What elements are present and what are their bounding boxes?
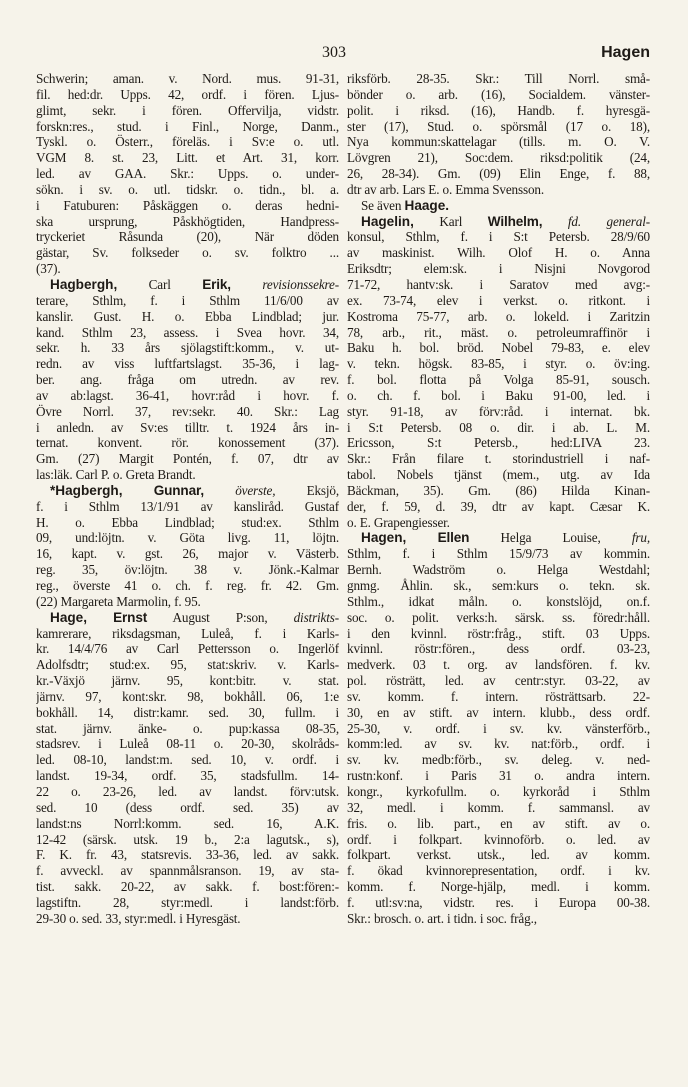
text-line: H. o. Ebba Lindblad; stud:ex. Sthlm bbox=[36, 514, 339, 530]
text-line: bönder o. arb. (16), Socialdem. vänster- bbox=[347, 86, 650, 102]
text-line: reg., överste 41 o. ch. f. reg. fr. 42. Gm. bbox=[36, 578, 339, 593]
text-line: sekr. h. 33 års sjölagstift:komm., v. ut- bbox=[36, 340, 339, 356]
text-line: 29-30 o. sed. 33, styr:medl. i Hyresgäst. bbox=[36, 910, 241, 926]
left-column bbox=[36, 71, 339, 927]
text-line: pol. rösträtt, led. av centr:styr. 03-22, av bbox=[347, 673, 650, 689]
text-line: järnv. 97, kont:skr. 98, bokhåll. 06, 1:e bbox=[36, 688, 339, 704]
entry-given-name: Carl bbox=[148, 276, 171, 292]
text-line: i S:t Petersb. 08 o. dir. i ab. L. M. bbox=[347, 419, 650, 435]
text-line: Eriksdtr; elem:sk. i Nisjni Novgorod bbox=[347, 261, 650, 277]
text-line: medverk. 03 t. org. av landsfören. f. kv. bbox=[347, 657, 650, 673]
text-line: gästar, Sv. folkseder o. sv. folktro ... bbox=[36, 245, 339, 261]
text-line: sed. 10 (dess ordf. sed. 35) av bbox=[36, 799, 339, 815]
text-line: (22) Margareta Marmolin, f. 95. bbox=[36, 593, 201, 609]
text-line: led. av GAA. Skr.: Upps. o. under- bbox=[36, 166, 339, 182]
text-line: stat. järnv. änke- o. pup:kassa 08-35, bbox=[36, 720, 339, 736]
text-line: (37). bbox=[36, 261, 61, 277]
text-line: kand. Sthlm 23, assess. i Svea hovr. 34, bbox=[36, 324, 339, 340]
text-line: Övre Norrl. 37, rev:sekr. 40. Skr.: Lag bbox=[36, 403, 339, 419]
text-line: kanslir. Gust. H. o. Ebba Lindblad; jur. bbox=[36, 308, 339, 324]
entry-continuation bbox=[36, 71, 339, 277]
entry-title: överste, bbox=[235, 482, 276, 498]
entry-surname: Hagelin, bbox=[361, 213, 414, 229]
text-line: Skr.: brosch. o. art. i tidn. i soc. fråg., bbox=[347, 910, 537, 926]
text-line: forskn:res., stud. i Finl., Norge, Danm., bbox=[36, 118, 339, 134]
text-line: bokhåll. 14, distr:kamr. sed. 30, fullm. i bbox=[36, 704, 339, 720]
text-line: Skr.: Från filare t. storindustriell i naf- bbox=[347, 451, 650, 467]
entry-hagbergh-carl-erik bbox=[36, 277, 339, 483]
text-line: folkpart. verkst. utsk., led. av komm. bbox=[347, 847, 650, 863]
text-line: ska ursprung, Påskhögtiden, Handpress- bbox=[36, 213, 339, 229]
text-line: polit. i riksd. (16), Handb. f. hyresgä- bbox=[347, 102, 650, 118]
text-line: 25-30, v. ordf. i sv. kv. vänsterförb., bbox=[347, 720, 650, 736]
text-line: lagstiftn. 28, styr:medl. i landst:förb. bbox=[36, 894, 339, 910]
page-header bbox=[0, 44, 688, 66]
text-line: VGM 8. st. 23, Litt. et Art. 31, korr. bbox=[36, 150, 339, 166]
text-line: 30, en av stift. av intern. klubb., dess ordf. bbox=[347, 704, 650, 720]
text-line: Ericsson, S:t Petersb., hed:LIVA 23. bbox=[347, 435, 650, 451]
text-line: f. bol. flotta på Volga 85-91, sousch. bbox=[347, 372, 650, 388]
text-line: f. i Sthlm 13/1/91 av kansliråd. Gustaf bbox=[36, 498, 339, 514]
entry-heading bbox=[36, 277, 339, 293]
entry-given-name: Helga Louise, bbox=[500, 530, 601, 546]
text-line: ternat. konvent. rör. konossement (37). bbox=[36, 435, 339, 451]
text-line: soc. o. polit. verks:h. särsk. ss. föredr:håll. bbox=[347, 609, 650, 625]
entry-title: distrikts- bbox=[293, 609, 339, 625]
text-line: las:läk. Carl P. o. Greta Brandt. bbox=[36, 467, 196, 483]
text-line: tabol. Nobels tjänst (mem., utg. av Ida bbox=[347, 467, 650, 483]
text-line: kamrerare, riksdagsman, Luleå, f. i Karls- bbox=[36, 625, 339, 641]
text-line: gnmg. Åhlin. sk., sem:kurs o. tekn. sk. bbox=[347, 578, 650, 593]
text-line: Bernh. Wadström o. Helga Westdahl; bbox=[347, 562, 650, 578]
text-line: Sthlm, f. i Sthlm 15/9/73 av kommin. bbox=[347, 546, 650, 562]
text-line: der, f. 59, d. 39, dtr av kapt. Cæsar K. bbox=[347, 498, 650, 514]
text-line: f. utl:sv:na, vidstr. res. i Europa 00-38. bbox=[347, 894, 650, 910]
entry-surname: Hagbergh, bbox=[50, 276, 118, 292]
text-line: 71-72, hantv:sk. i Saratov med avg:- bbox=[347, 276, 650, 292]
text-line: Kostroma 75-77, arb. o. lokeld. i Zaritzin bbox=[347, 308, 650, 324]
text-line: o. E. Grapengiesser. bbox=[347, 514, 450, 530]
entry-title: fru, bbox=[631, 530, 650, 546]
text-line: 78, arb., rit., mäst. o. petroleumraffinör i bbox=[347, 324, 650, 340]
entry-given-name-bold: Gunnar, bbox=[153, 482, 205, 498]
text-line: kr.-Växjö järnv. 95, kont:bitr. v. stat. bbox=[36, 673, 339, 689]
entry-body bbox=[36, 499, 339, 610]
text-line: ber. ang. fråga om utredn. av rev. bbox=[36, 372, 339, 388]
entry-given-name-bold: Ernst bbox=[113, 609, 148, 625]
see-also-reference bbox=[347, 198, 650, 214]
text-line: komm:led. av sv. kv. nat:förb., ordf. i bbox=[347, 736, 650, 752]
entry-given-name-bold: Ellen bbox=[437, 530, 470, 546]
text-line: Nya kommun:skattelagar (tills. m. O. V. bbox=[347, 134, 650, 150]
entry-body bbox=[347, 546, 650, 926]
right-column bbox=[347, 71, 650, 927]
text-line: ster (17), Stud. o. spörsmål (17 o. 18), bbox=[347, 118, 650, 134]
entry-given-name: August P:son, bbox=[172, 609, 268, 625]
see-also-prefix: Se även bbox=[361, 197, 402, 213]
text-line: led. 08-10, landst:m. sed. 10, v. ordf. i bbox=[36, 752, 339, 768]
entry-title: revisionssekre- bbox=[262, 276, 339, 292]
text-line: fris. o. lib. part., en av stift. av o. bbox=[347, 815, 650, 831]
text-line: komm. f. Norge-hjälp, medl. i komm. bbox=[347, 879, 650, 895]
text-line: 26, 28-34). Gm. (09) Elin Enge, f. 88, bbox=[347, 166, 650, 182]
text-line: i den kvinnl. röstr:fråg., stift. 03 Upps. bbox=[347, 625, 650, 641]
text-line: av maskinist. Wilh. Olof H. o. Anna bbox=[347, 245, 650, 261]
text-line: 12-42 (särsk. utsk. 19 b., 2:a lagutsk., s), bbox=[36, 831, 339, 847]
text-line: landst:ns Norrl:komm. sed. 16, A.K. bbox=[36, 815, 339, 831]
text-line: reg. 35, öv:löjtn. 38 v. Jönk.-Kalmar bbox=[36, 562, 339, 578]
text-line: styr. 91-18, av förv:råd. i internat. bk. bbox=[347, 403, 650, 419]
text-line: F. K. fr. 43, statsrevis. 33-36, led. av sakk. bbox=[36, 847, 339, 863]
see-also-target: Haage. bbox=[404, 197, 450, 213]
text-line: 22 o. 23-26, led. av landst. förv:utsk. bbox=[36, 783, 339, 799]
entry-title: fd. general- bbox=[567, 213, 650, 229]
text-line: Adolfsdtr; stud:ex. 95, stat:skriv. v. Karls- bbox=[36, 657, 339, 673]
text-line: rustn:konf. i Paris 31 o. andra intern. bbox=[347, 768, 650, 784]
entry-surname: *Hagbergh, bbox=[50, 482, 123, 498]
page-number: 303 bbox=[322, 44, 346, 61]
text-line: Lövgren 21), Soc:dem. riksd:politik (24, bbox=[347, 150, 650, 166]
text-line: sv. kv. medb:förb., sv. deleg. v. ned- bbox=[347, 752, 650, 768]
text-line: Baku h. bol. bröd. Nobel 79-83, e. elev bbox=[347, 340, 650, 356]
text-line: kongr., kyrkofullm. o. kyrkoråd i Sthlm bbox=[347, 783, 650, 799]
text-line: konsul, Sthlm, f. i S:t Petersb. 28/9/60 bbox=[347, 229, 650, 245]
entry-heading bbox=[36, 483, 339, 499]
text-line: stadsrev. i Luleå 08-11 o. 20-30, skolråds- bbox=[36, 736, 339, 752]
text-line: Tyskl. o. Österr., föreläs. i Sv:e o. utl. bbox=[36, 134, 339, 150]
entry-body bbox=[36, 293, 339, 483]
text-line: o. ch. f. bol. i Baku 91-00, led. i bbox=[347, 387, 650, 403]
text-line: tist. sakk. 20-22, av sakk. f. bost:fören:- bbox=[36, 879, 339, 895]
text-line: Sthlm., idkat måln. o. konstslöjd, on.f. bbox=[347, 593, 650, 609]
entry-continuation bbox=[347, 71, 650, 198]
entry-location: Eksjö, bbox=[306, 482, 339, 498]
text-line: dtr av arb. Lars E. o. Emma Svensson. bbox=[347, 181, 544, 197]
text-line: riksförb. 28-35. Skr.: Till Norrl. små- bbox=[347, 71, 650, 86]
text-line: landst. 19-34, ordf. 35, stadsfullm. 14- bbox=[36, 768, 339, 784]
entry-given-name-bold: Wilhelm, bbox=[487, 213, 543, 229]
entry-given-name: Karl bbox=[439, 213, 463, 229]
text-line: ordf. i folkpart. kvinnoförb. o. led. av bbox=[347, 831, 650, 847]
text-line: 16, kapt. v. gst. 26, major v. Västerb. bbox=[36, 546, 339, 562]
entry-body bbox=[347, 229, 650, 530]
entry-surname: Hagen, bbox=[361, 530, 407, 546]
entry-heading bbox=[347, 214, 650, 230]
text-line: redn. av viss luftfartslagst. 35-36, i lag- bbox=[36, 356, 339, 372]
text-line: sökn. i sv. o. utl. tidskr. o. tidn., bl. a. bbox=[36, 181, 339, 197]
entry-given-name-bold: Erik, bbox=[202, 276, 231, 292]
text-line: f. ökad kvinnorepresentation, ordf. i kv. bbox=[347, 863, 650, 879]
text-line: Schwerin; aman. v. Nord. mus. 91-31, bbox=[36, 71, 339, 86]
text-line: tryckeriet Råsunda (20), När döden bbox=[36, 229, 339, 245]
entry-heading bbox=[36, 610, 339, 626]
entry-hagelin-karl-wilhelm bbox=[347, 214, 650, 531]
text-line: glimt, sekr. i fören. Offervilja, vidstr. bbox=[36, 102, 339, 118]
text-line: i anledn. av Sv:es tilltr. t. 1924 års in- bbox=[36, 419, 339, 435]
text-line: f. avveckl. av spannmålsranson. 19, av sta- bbox=[36, 863, 339, 879]
entry-hagen-ellen bbox=[347, 530, 650, 926]
text-line: av ab:lagst. 36-41, hovr:råd i hovr. f. bbox=[36, 387, 339, 403]
entry-hage-ernst bbox=[36, 610, 339, 927]
text-line: sv. komm. f. intern. rösträttsarb. 22- bbox=[347, 688, 650, 704]
text-line: ex. 73-74, elev i verkst. o. ritkont. i bbox=[347, 292, 650, 308]
text-line: kr. 14/4/76 av Carl Pettersson o. Ingerlöf bbox=[36, 641, 339, 657]
text-line: fil. hed:dr. Upps. 42, ordf. i fören. Ljus- bbox=[36, 86, 339, 102]
text-line: Bäckman, 35). Gm. (86) Hilda Kinan- bbox=[347, 482, 650, 498]
running-head: Hagen bbox=[601, 44, 650, 61]
text-line: i Fatuburen: Påskäggen o. deras hedni- bbox=[36, 197, 339, 213]
entry-surname: Hage, bbox=[50, 609, 88, 625]
entry-body bbox=[36, 626, 339, 927]
text-line: v. tekn. högsk. 83-85, i styr. o. öv:ing. bbox=[347, 356, 650, 372]
entry-hagbergh-gunnar bbox=[36, 483, 339, 610]
text-line: kvinnl. röstr:fören., dess ordf. 03-23, bbox=[347, 641, 650, 657]
text-line: Gm. (27) Margit Pontén, f. 07, dtr av bbox=[36, 451, 339, 467]
text-line: 09, und:löjtn. v. Göta livg. 11, löjtn. bbox=[36, 530, 339, 546]
text-line: 32, medl. i komm. f. sammansl. av bbox=[347, 799, 650, 815]
text-line: terare, Sthlm, f. i Sthlm 11/6/00 av bbox=[36, 292, 339, 308]
entry-heading bbox=[347, 530, 650, 546]
